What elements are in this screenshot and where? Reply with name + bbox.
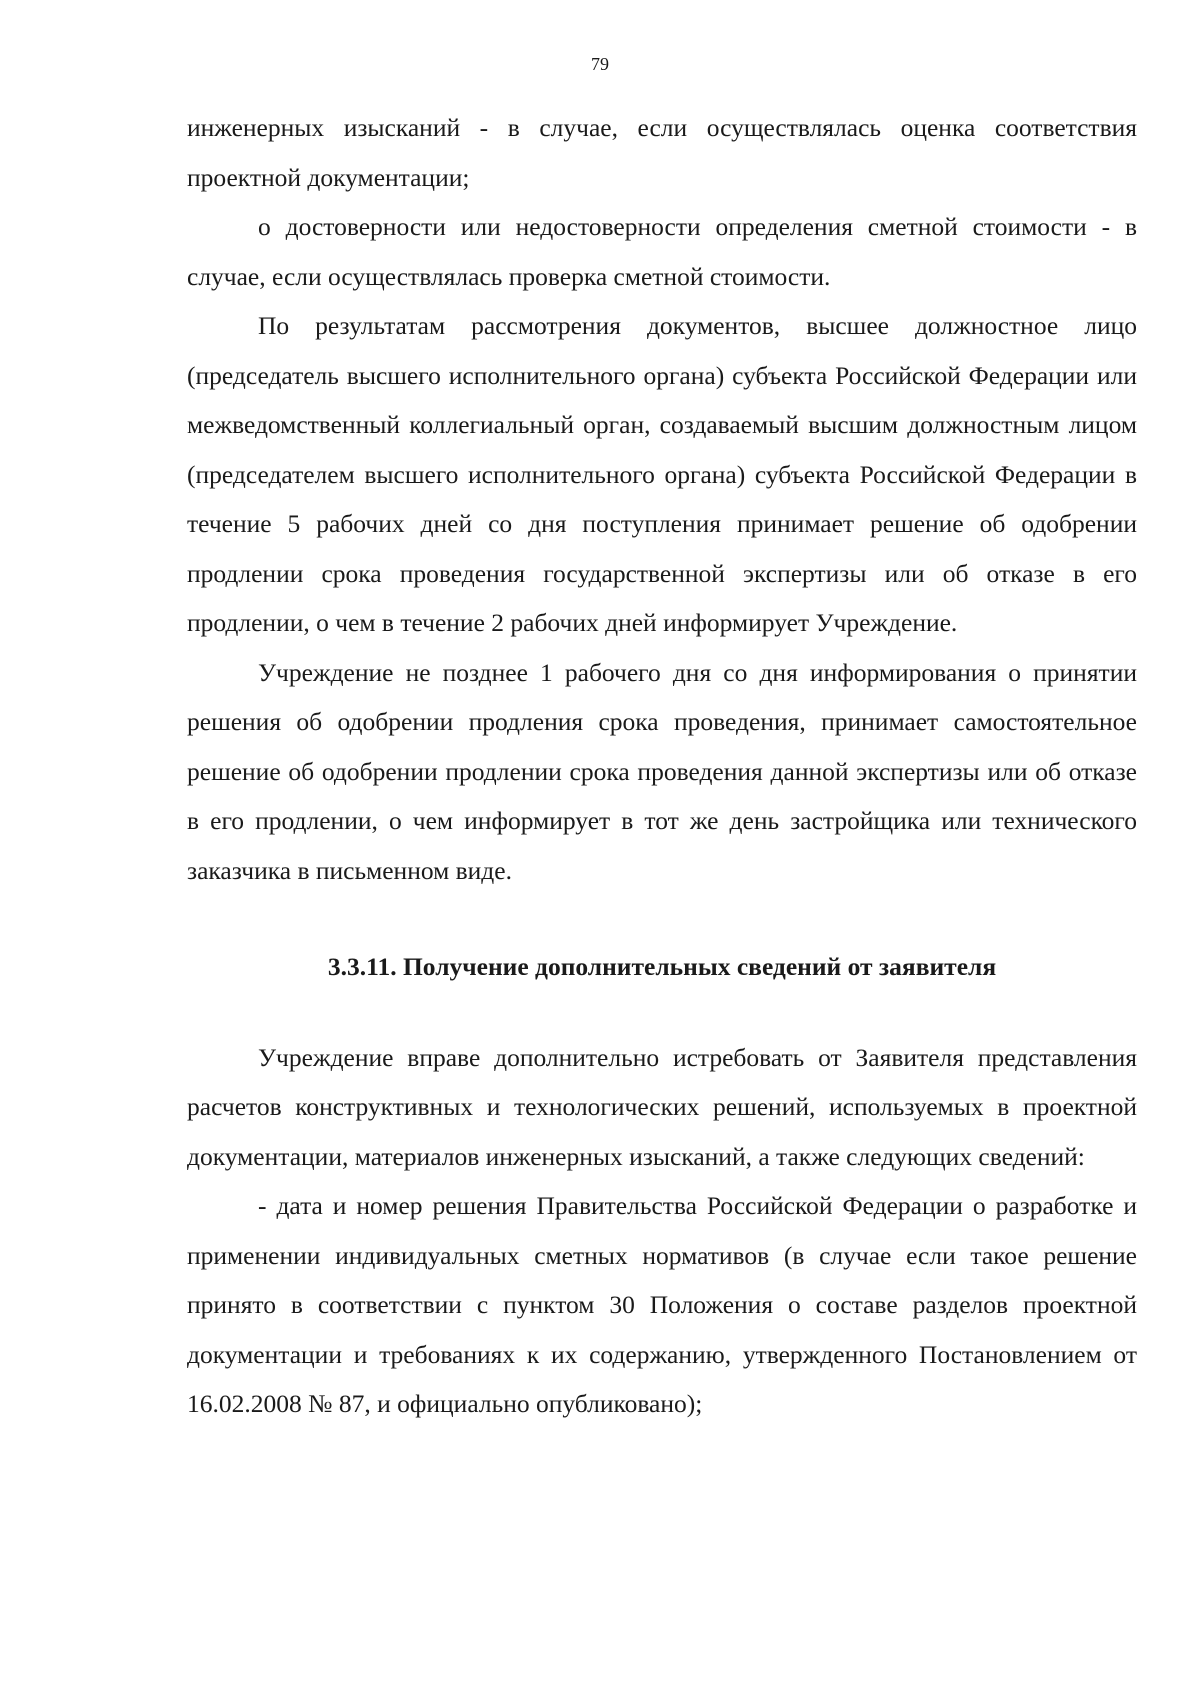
list-item: - дата и номер решения Правительства Российской Федерации о разработке и применении индивидуальных сметных нормативов (в случае если такое решение принято в соответствии с пунктом 30 Положения о составе разделов проектной документации и требованиях к их содержанию, утвержденного Постановлением от 16.02.2008 № 87, и официально опубликовано); — [187, 1191, 1137, 1418]
page-number: 79 — [591, 54, 609, 74]
paragraph-continuation: инженерных изысканий - в случае, если осуществлялась оценка соответствия проектной документации; — [187, 113, 1137, 192]
paragraph: Учреждение не позднее 1 рабочего дня со дня информирования о принятии решения об одобрении продления срока проведения, принимает самостоятельное решение об одобрении продлении срока проведения данной экспертизы или об отказе в его продлении, о чем информирует в тот же день застройщика или технического заказчика в письменном виде. — [187, 657, 1137, 885]
paragraph: о достоверности или недостоверности определения сметной стоимости - в случае, если осуществлялась проверка сметной стоимости. — [187, 212, 1137, 291]
section-heading: 3.3.11. Получение дополнительных сведений от заявителя — [327, 952, 997, 981]
document-body — [187, 103, 1137, 1429]
paragraph: По результатам рассмотрения документов, высшее должностное лицо (председатель высшего исполнительного органа) субъекта Российской Федерации или межведомственный коллегиальный орган, создаваемый высшим должностным лицом (председателем высшего исполнительного органа) субъекта Российской Федерации в течение 5 рабочих дней со дня поступления принимает решение об одобрении продлении срока проведения государственной экспертизы или об отказе в его продлении, о чем в течение 2 рабочих дней информирует Учреждение. — [187, 311, 1137, 637]
paragraph: Учреждение вправе дополнительно истребовать от Заявителя представления расчетов конструктивных и технологических решений, используемых в проектной документации, материалов инженерных изысканий, а также следующих сведений: — [187, 1042, 1137, 1171]
